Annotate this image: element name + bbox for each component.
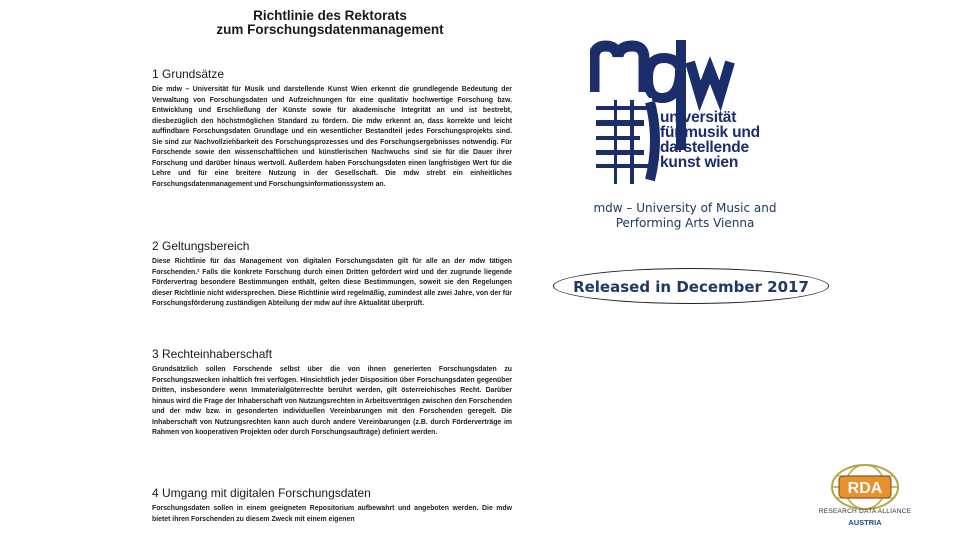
logo-wordmark — [660, 110, 760, 170]
section-rechteinhaberschaft — [152, 347, 512, 439]
section-grundsaetze — [152, 67, 512, 190]
section-heading: 3 Rechteinhaberschaft — [152, 347, 273, 361]
logo-line: kunst wien — [660, 154, 739, 171]
caption-line1: mdw – University of Music and — [593, 201, 777, 215]
section-heading: 2 Geltungsbereich — [152, 239, 250, 253]
logo-line: darstellende — [660, 139, 749, 156]
university-caption — [570, 201, 800, 231]
document-excerpt — [148, 0, 512, 530]
section-body: Forschungsdaten sollen in einem geeigneten Repositorium aufbewahrt und angeboten werden. Die mdw bietet ihren Forschenden zu diesem Zweck mit einem eigenen — [152, 505, 512, 523]
section-body: Grundsätzlich sollen Forschende selbst über die von ihnen generierten Forschungsdaten zu Forschungszwecken inhaltlich frei verfügen. Hinsichtlich jeder Disposition über Forschungsdaten gegenüber Dritten, insbesondere wenn Immaterialgüterrechte berührt werden, gilt österreichisches Recht. Darüber hinaus wird die Frage der Inhaberschaft von Nutzungsrechten in Arbeitsverträgen zwischen den Forschenden und der mdw bzw. in gesonderten individuellen Vereinbarungen mit den Forschenden geregelt. Die Inhaberschaft von Nutzungsrechten kann auch durch andere Vereinbarungen (z.B. durch Förderverträge im Rahmen von kooperativen Projekten oder durch Forschungsaufträge) definiert werden. — [152, 366, 512, 436]
rda-line2: AUSTRIA — [848, 518, 882, 527]
section-heading: 1 Grundsätze — [152, 67, 225, 81]
document-title-line2: zum Forschungsdatenmanagement — [216, 22, 444, 37]
release-note: Released in December 2017 — [573, 278, 809, 296]
rda-mark: RDA — [847, 480, 883, 497]
section-body: Diese Richtlinie für das Management von digitalen Forschungsdaten gilt für alle an der mdw tätigen Forschenden.² Falls die konkrete Forschung durch einen Dritten gefördert wird und der zugrunde liegende Fördervertrag besondere Bestimmungen enthält, gelten diese Bestimmungen, soweit sie den Regelungen dieser Richtlinie nicht widersprechen. Diese Richtlinie wird regelmäßig, zumindest alle zwei Jahre, von der für Forschungsförderung zuständigen Abteilung der mdw auf ihre Aktualität überprüft. — [152, 258, 512, 307]
document-title-line1: Richtlinie des Rektorats — [253, 8, 407, 23]
section-umgang — [152, 486, 512, 525]
section-heading: 4 Umgang mit digitalen Forschungsdaten — [152, 486, 371, 500]
section-body: Die mdw – Universität für Musik und darstellende Kunst Wien erkennt die grundlegende Bedeutung der Verwaltung von Forschungsdaten und Aufzeichnungen für eine qualitativ hochwertige Forschung bzw. Entwicklung und Erschließung der Künste sowie für akademische Integrität an und ist bestrebt, diesbezüglich den höchstmöglichen Standard zu fördern. Die mdw erkennt an, dass korrekte und leicht auffindbare Forschungsdaten Grundlage und ein wesentlicher Bestandteil jedes Forschungsprojekts sind. Sie sind zur Nachvollziehbarkeit des Forschungsprozesses und des Forschungsergebnisses notwendig. Für Forschende sowie den wissenschaftlichen und künstlerischen Nachwuchs sind sie für die Dauer ihrer Forschung und darüber hinaus wertvoll. Außerdem haben Forschungsdaten einen langfristigen Wert für die Lehre und für eine breitere Nutzung in der Gesellschaft. Die mdw strebt ein einheitliches Forschungsdatenmanagement und Forschungsinformationssystem an. — [152, 86, 512, 188]
logo-line: universität — [660, 109, 737, 126]
logo-line: für musik und — [660, 124, 760, 141]
caption-line2: Performing Arts Vienna — [615, 216, 755, 230]
rda-line1: RESEARCH DATA ALLIANCE — [818, 508, 912, 515]
section-geltungsbereich — [152, 239, 512, 310]
